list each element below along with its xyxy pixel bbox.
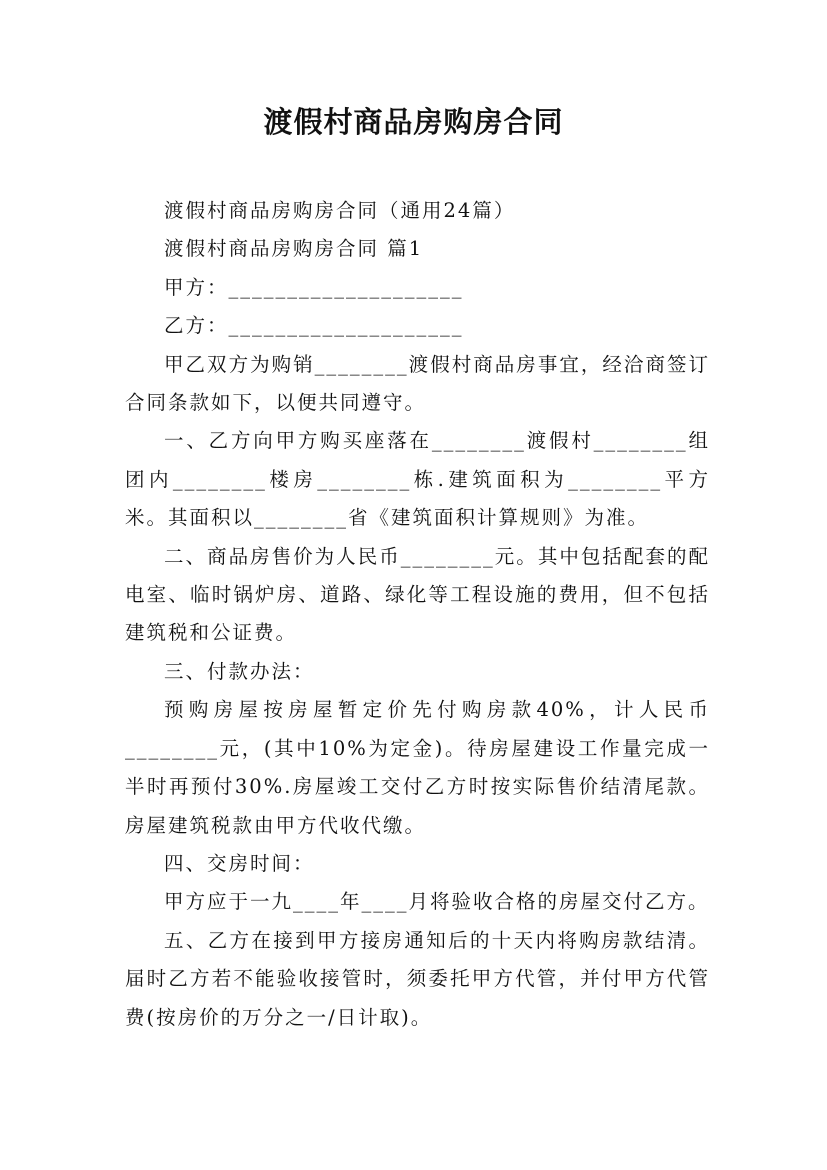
paragraph-clause-5: 五、乙方在接到甲方接房通知后的十天内将购房款结清。届时乙方若不能验收接管时，须委托甲方代管，并付甲方代管费(按房价的万分之一/日计取)。 xyxy=(125,928,710,1029)
document-title: 渡假村商品房购房合同 xyxy=(263,105,564,139)
paragraph-intro: 甲乙双方为购销________渡假村商品房事宜，经洽商签订合同条款如下，以便共同遵守。 xyxy=(125,352,710,415)
paragraph-clause-4-body: 甲方应于一九____年____月将验收合格的房屋交付乙方。 xyxy=(164,890,710,914)
paragraph-subtitle: 渡假村商品房购房合同（通用24篇） xyxy=(164,199,516,222)
paragraph-party-b: 乙方：____________________ xyxy=(164,314,464,338)
paragraph-clause-1: 一、乙方向甲方购买座落在________渡假村________组团内________楼房________栋.建筑面积为________平方米。其面积以________省《建筑面积计算规则》为准。 xyxy=(125,429,710,530)
paragraph-clause-4-heading: 四、交房时间： xyxy=(164,851,315,875)
paragraph-section-heading: 渡假村商品房购房合同 篇1 xyxy=(164,237,424,261)
document-body xyxy=(125,192,710,1037)
paragraph-party-a: 甲方：____________________ xyxy=(164,275,464,299)
paragraph-clause-2: 二、商品房售价为人民币________元。其中包括配套的配电室、临时锅炉房、道路、绿化等工程设施的费用，但不包括建筑税和公证费。 xyxy=(125,544,710,645)
paragraph-clause-3-heading: 三、付款办法： xyxy=(164,659,315,683)
paragraph-clause-3-body: 预购房屋按房屋暂定价先付购房款40%，计人民币________元，(其中10%为定金)。待房屋建设工作量完成一半时再预付30%.房屋竣工交付乙方时按实际售价结清尾款。房屋建筑税款由甲方代收代缴。 xyxy=(125,698,710,837)
